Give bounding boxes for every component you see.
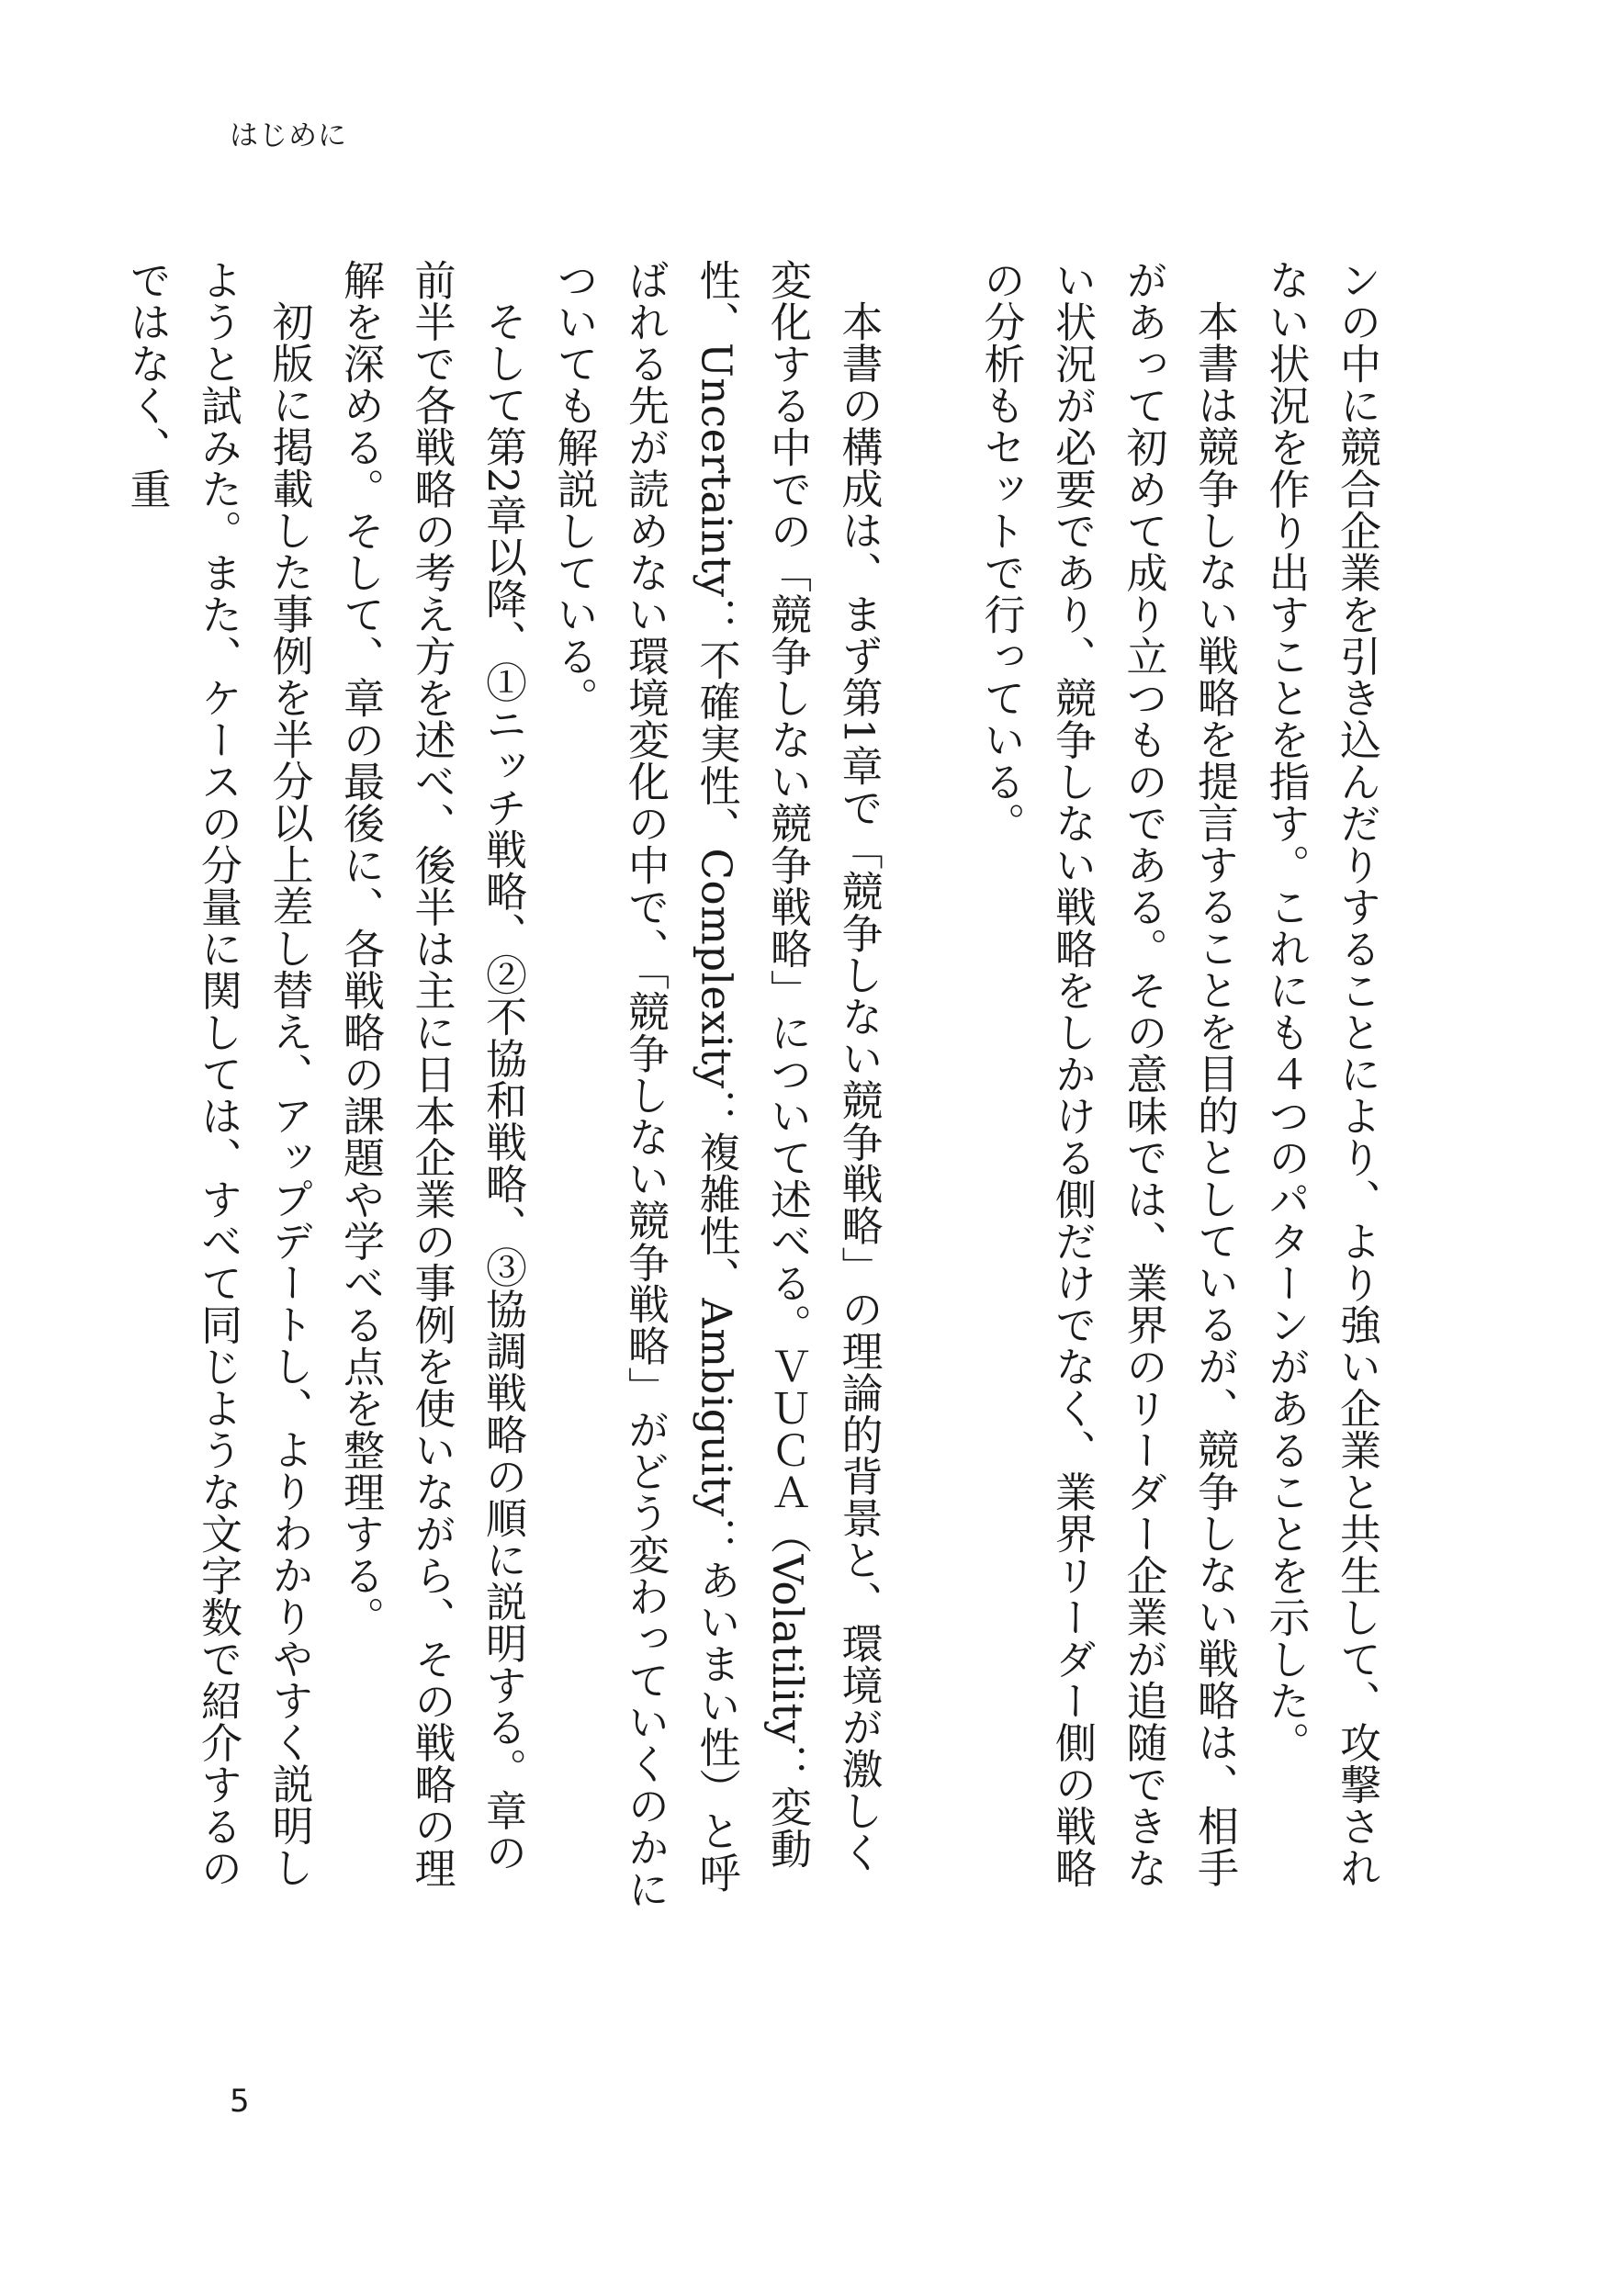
body-text bbox=[122, 259, 1392, 1912]
page-number: 5 bbox=[230, 2083, 250, 2120]
paragraph: そして第2章以降、①ニッチ戦略、②不協和戦略、③協調戦略の順に説明する。章の前半で各戦略の考え方を述べ、後半は主に日本企業の事例を使いながら、その戦略の理解を深める。そして、章の最後に、各戦略の課題や学べる点を整理する。 bbox=[336, 259, 527, 1889]
paragraph-continuation: ンの中に競合企業を引き込んだりすることにより、より強い企業と共生して、攻撃されない状況を作り出すことを指す。これにも４つのパターンがあることを示した。 bbox=[1261, 259, 1381, 1889]
paragraph: 本書は競争しない戦略を提言することを目的としているが、競争しない戦略は、相手があって初めて成り立つものである。その意味では、業界のリーダー企業が追随できない状況が必要であり、競争しない戦略をしかける側だけでなく、業界リーダー側の戦略の分析もセットで行っている。 bbox=[976, 259, 1239, 1889]
running-head: はじめに bbox=[230, 119, 347, 152]
paragraph: 本書の構成は、まず第1章で「競争しない競争戦略」の理論的背景と、環境が激しく変化する中での「競争しない競争戦略」について述べる。ＶＵＣＡ（Volatility：変動性、Uncertainty：不確実性、Complexity：複雑性、Ambiguity：あいまい性）と呼ばれる先が読めない環境変化の中で、「競争しない競争戦略」がどう変わっていくのかについても解説している。 bbox=[549, 259, 884, 1910]
paragraph: 初版に掲載した事例を半分以上差し替え、アップデートし、よりわかりやすく説明しようと試みた。また、ケースの分量に関しては、すべて同じような文字数で紹介するのではなく、重 bbox=[122, 259, 314, 1889]
paragraph-gap bbox=[895, 259, 966, 1912]
